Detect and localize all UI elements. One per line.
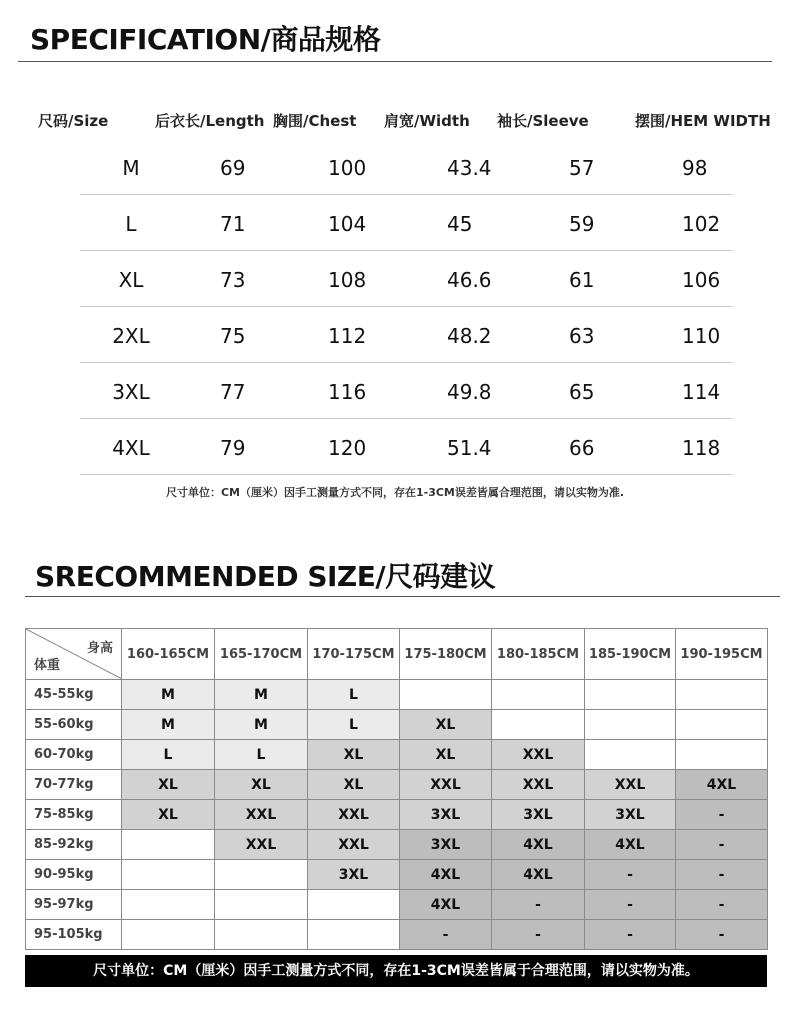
recommended-size-cell: XXL (585, 770, 676, 800)
weight-range-label: 60-70kg (26, 740, 122, 770)
spec-row (80, 138, 733, 195)
spec-cell-hem: 110 (682, 324, 721, 348)
recommended-size-cell: - (492, 920, 585, 950)
spec-cell-width: 51.4 (447, 436, 492, 460)
recommended-size-cell: XL (122, 770, 215, 800)
corner-height-label: 身高 (86, 641, 113, 656)
recommended-size-cell: XXL (400, 770, 492, 800)
rec-section-title: SRECOMMENDED SIZE/尺码建议 (35, 560, 496, 593)
spec-cell-sleeve: 66 (569, 436, 595, 460)
weight-row (26, 890, 768, 920)
rec-corner-cell (26, 629, 122, 680)
recommended-size-cell: XXL (492, 770, 585, 800)
corner-weight-label: 体重 (34, 658, 61, 673)
spec-cell-length: 71 (220, 212, 246, 236)
recommended-size-cell: M (122, 710, 215, 740)
spec-column-header: 摆围/HEM WIDTH (635, 112, 771, 130)
recommended-size-cell (215, 920, 308, 950)
recommended-size-cell: - (676, 830, 768, 860)
spec-cell-sleeve: 59 (569, 212, 595, 236)
recommended-size-cell: 4XL (400, 860, 492, 890)
spec-column-header: 胸围/Chest (273, 112, 357, 130)
spec-cell-chest: 120 (328, 436, 367, 460)
recommended-size-cell: L (215, 740, 308, 770)
recommended-size-cell: M (215, 710, 308, 740)
spec-row (80, 418, 733, 475)
size-recommendation-grid (25, 628, 768, 950)
recommended-size-cell: 4XL (492, 830, 585, 860)
spec-cell-sleeve: 65 (569, 380, 595, 404)
spec-cell-length: 77 (220, 380, 246, 404)
recommended-size-cell (585, 680, 676, 710)
recommended-size-cell (676, 740, 768, 770)
weight-row (26, 860, 768, 890)
recommended-size-cell (308, 890, 400, 920)
recommended-size-cell: XXL (215, 800, 308, 830)
recommended-size-cell (585, 740, 676, 770)
recommended-size-cell: XL (308, 770, 400, 800)
recommended-size-cell: - (676, 890, 768, 920)
recommended-size-cell (585, 710, 676, 740)
spec-column-header: 尺码/Size (38, 112, 109, 130)
height-range-header: 180-185CM (492, 629, 585, 680)
recommended-size-cell: 3XL (492, 800, 585, 830)
spec-cell-hem: 102 (682, 212, 721, 236)
weight-row (26, 770, 768, 800)
spec-cell-hem: 98 (682, 156, 708, 180)
recommended-size-cell: 4XL (676, 770, 768, 800)
height-range-header: 190-195CM (676, 629, 768, 680)
spec-cell-length: 73 (220, 268, 246, 292)
height-range-header: 175-180CM (400, 629, 492, 680)
recommended-size-cell (676, 710, 768, 740)
recommended-size-cell: 4XL (400, 890, 492, 920)
recommended-size-cell: XXL (308, 800, 400, 830)
spec-cell-width: 46.6 (447, 268, 492, 292)
weight-range-label: 70-77kg (26, 770, 122, 800)
spec-row (80, 362, 733, 419)
spec-cell-width: 49.8 (447, 380, 492, 404)
recommended-size-cell: 3XL (308, 860, 400, 890)
weight-range-label: 55-60kg (26, 710, 122, 740)
spec-cell-size: M (122, 156, 140, 180)
recommended-size-cell (400, 680, 492, 710)
recommended-size-cell: XXL (492, 740, 585, 770)
weight-range-label: 95-105kg (26, 920, 122, 950)
recommended-size-cell (122, 920, 215, 950)
recommended-size-cell (122, 830, 215, 860)
height-range-header: 165-170CM (215, 629, 308, 680)
spec-cell-chest: 104 (328, 212, 367, 236)
spec-column-header: 袖长/Sleeve (497, 112, 589, 130)
recommended-size-cell (492, 680, 585, 710)
recommended-size-cell: XL (400, 740, 492, 770)
recommended-size-cell: - (400, 920, 492, 950)
spec-cell-width: 48.2 (447, 324, 492, 348)
weight-range-label: 90-95kg (26, 860, 122, 890)
spec-cell-chest: 116 (328, 380, 367, 404)
weight-row (26, 710, 768, 740)
recommended-size-cell (215, 860, 308, 890)
spec-cell-size: L (125, 212, 137, 236)
spec-row (80, 250, 733, 307)
weight-range-label: 45-55kg (26, 680, 122, 710)
rec-header-row (26, 629, 768, 680)
spec-row (80, 306, 733, 363)
recommended-size-cell: XXL (215, 830, 308, 860)
rec-footer-note: 尺寸单位：CM（厘米）因手工测量方式不同，存在1-3CM误差皆属于合理范围，请以实物为准。 (25, 955, 767, 987)
weight-row (26, 920, 768, 950)
weight-range-label: 95-97kg (26, 890, 122, 920)
spec-cell-size: 4XL (112, 436, 150, 460)
weight-row (26, 740, 768, 770)
recommended-size-cell: - (585, 890, 676, 920)
spec-cell-sleeve: 57 (569, 156, 595, 180)
spec-cell-chest: 112 (328, 324, 367, 348)
spec-cell-length: 75 (220, 324, 246, 348)
spec-cell-sleeve: 63 (569, 324, 595, 348)
recommended-size-cell: - (585, 920, 676, 950)
recommended-size-cell: 4XL (492, 860, 585, 890)
spec-row (80, 194, 733, 251)
height-range-header: 185-190CM (585, 629, 676, 680)
recommended-size-cell: - (585, 860, 676, 890)
spec-cell-size: 2XL (112, 324, 150, 348)
recommended-size-cell: M (122, 680, 215, 710)
recommended-size-cell: 3XL (400, 800, 492, 830)
spec-column-header: 后衣长/Length (155, 112, 265, 130)
height-range-header: 170-175CM (308, 629, 400, 680)
spec-column-header: 肩宽/Width (384, 112, 470, 130)
rec-title-rule (25, 596, 780, 597)
spec-cell-length: 79 (220, 436, 246, 460)
spec-cell-chest: 108 (328, 268, 367, 292)
spec-cell-hem: 118 (682, 436, 721, 460)
recommended-size-cell: 3XL (400, 830, 492, 860)
recommended-size-cell (215, 890, 308, 920)
spec-section-title: SPECIFICATION/商品规格 (30, 23, 381, 56)
recommended-size-cell: XL (400, 710, 492, 740)
recommended-size-cell: XXL (308, 830, 400, 860)
recommended-size-cell: 4XL (585, 830, 676, 860)
weight-row (26, 680, 768, 710)
spec-cell-width: 43.4 (447, 156, 492, 180)
recommended-size-cell: 3XL (585, 800, 676, 830)
spec-cell-length: 69 (220, 156, 246, 180)
recommended-size-cell: L (308, 710, 400, 740)
spec-cell-sleeve: 61 (569, 268, 595, 292)
recommended-size-cell: - (676, 860, 768, 890)
recommended-size-cell (122, 890, 215, 920)
recommended-size-cell: M (215, 680, 308, 710)
spec-cell-width: 45 (447, 212, 473, 236)
spec-cell-hem: 106 (682, 268, 721, 292)
spec-cell-hem: 114 (682, 380, 721, 404)
rec-grid-body (26, 680, 768, 950)
weight-range-label: 85-92kg (26, 830, 122, 860)
recommended-size-cell (492, 710, 585, 740)
spec-cell-size: 3XL (112, 380, 150, 404)
recommended-size-cell: XL (308, 740, 400, 770)
recommended-size-cell: L (122, 740, 215, 770)
recommended-size-cell: XL (215, 770, 308, 800)
spec-measurement-note: 尺寸单位：CM（厘米）因手工测量方式不同，存在1-3CM误差皆属合理范围，请以实物为准. (165, 486, 625, 499)
weight-row (26, 830, 768, 860)
recommended-size-cell: - (492, 890, 585, 920)
spec-title-rule (18, 61, 772, 62)
recommended-size-cell (676, 680, 768, 710)
recommended-size-cell: XL (122, 800, 215, 830)
recommended-size-cell (122, 860, 215, 890)
recommended-size-cell (308, 920, 400, 950)
recommended-size-cell: - (676, 920, 768, 950)
weight-range-label: 75-85kg (26, 800, 122, 830)
recommended-size-cell: L (308, 680, 400, 710)
spec-cell-size: XL (118, 268, 144, 292)
weight-row (26, 800, 768, 830)
recommended-size-cell: - (676, 800, 768, 830)
spec-cell-chest: 100 (328, 156, 367, 180)
height-range-header: 160-165CM (122, 629, 215, 680)
